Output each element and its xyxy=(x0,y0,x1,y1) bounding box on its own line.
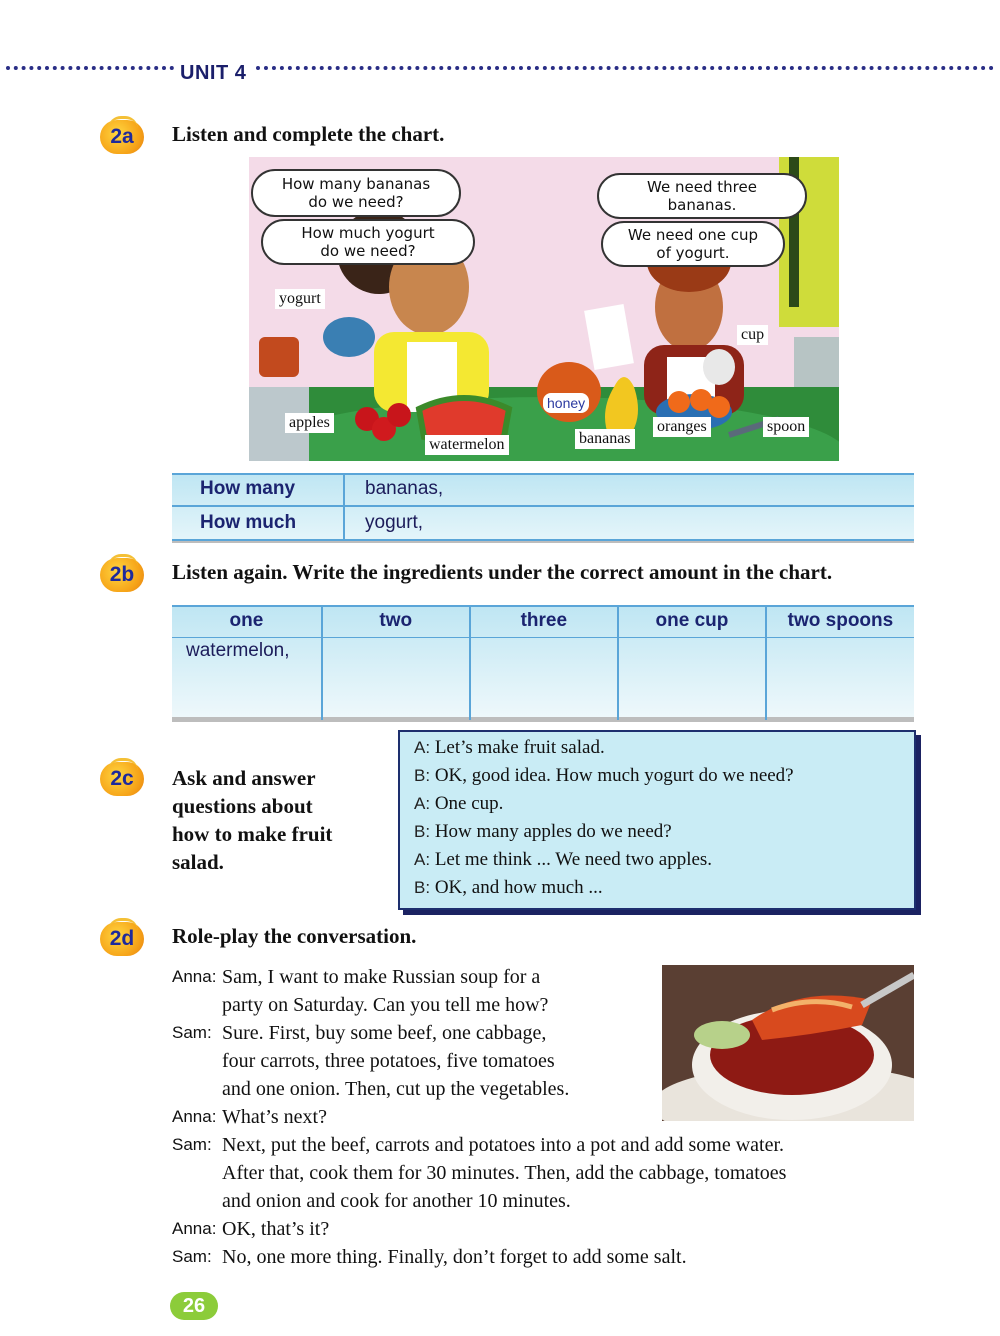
speech-bubble-1 xyxy=(251,169,461,217)
dialog-speaker: B: xyxy=(414,878,431,897)
chart-2b-cell-one[interactable]: watermelon, xyxy=(172,638,322,721)
dialog-text: OK, good idea. How much yogurt do we need? xyxy=(434,765,794,786)
dialog-line xyxy=(414,792,503,816)
unit-title: UNIT 4 xyxy=(180,62,247,84)
kitchen-illustration xyxy=(249,157,839,461)
chart-2b-row xyxy=(172,638,914,721)
dialog-line xyxy=(414,736,605,760)
dialog-box-2c xyxy=(398,730,916,910)
heading-2c xyxy=(172,764,332,876)
heading-2a: Listen and complete the chart. xyxy=(172,122,445,146)
speech-bubble-2 xyxy=(261,219,475,265)
conversation-line: and onion and cook for another 10 minutes. xyxy=(222,1190,571,1212)
conversation-speaker: Anna: xyxy=(172,1219,217,1238)
speech-bubble-4 xyxy=(601,221,785,267)
chart-2b-col-one: one xyxy=(172,605,322,638)
conversation-line: What’s next? xyxy=(222,1106,327,1128)
header-dotted-rule-left xyxy=(6,66,174,70)
chart-2a-row xyxy=(172,506,914,540)
dialog-speaker: B: xyxy=(414,766,431,785)
chart-2b-cell-one-cup[interactable] xyxy=(618,638,766,721)
dialog-text: OK, and how much ... xyxy=(434,877,603,898)
dialog-speaker: B: xyxy=(414,822,431,841)
chart-2a-cell-yogurt[interactable]: yogurt, xyxy=(344,506,914,540)
dialog-line xyxy=(414,876,603,900)
badge-2d: 2d xyxy=(100,922,144,956)
conversation-line: Sam, I want to make Russian soup for a xyxy=(222,966,541,988)
chart-2b-header-row xyxy=(172,605,914,638)
conversation-speaker: Sam: xyxy=(172,1023,212,1042)
heading-2b: Listen again. Write the ingredients under the correct amount in the chart. xyxy=(172,560,833,584)
dialog-text: How many apples do we need? xyxy=(434,821,672,842)
badge-2c: 2c xyxy=(100,762,144,796)
chart-2a-head-how-much: How much xyxy=(172,506,344,540)
conversation-line: Sure. First, buy some beef, one cabbage, xyxy=(222,1022,547,1044)
dialog-text: One cup. xyxy=(434,793,504,814)
label-apples: apples xyxy=(285,413,334,433)
header-dotted-rule-right xyxy=(256,66,994,70)
heading-2d: Role-play the conversation. xyxy=(172,924,417,948)
chart-2a xyxy=(172,473,914,541)
dialog-line xyxy=(414,764,794,788)
soup-photo xyxy=(662,965,914,1121)
conversation-line: After that, cook them for 30 minutes. Then, add the cabbage, tomatoes xyxy=(222,1162,787,1184)
chart-2a-head-how-many: How many xyxy=(172,473,344,506)
label-spoon: spoon xyxy=(763,417,809,437)
label-honey: honey xyxy=(543,393,589,413)
chart-2b xyxy=(172,605,914,720)
chart-2b-col-one-cup: one cup xyxy=(618,605,766,638)
bubble-2-line-1: How much yogurt xyxy=(301,224,435,242)
conversation-line: and one onion. Then, cut up the vegetables. xyxy=(222,1078,570,1100)
label-yogurt: yogurt xyxy=(275,289,325,309)
conversation-line: Next, put the beef, carrots and potatoes into a pot and add some water. xyxy=(222,1134,785,1156)
bubble-2-line-2: do we need? xyxy=(320,242,416,260)
badge-2b: 2b xyxy=(100,558,144,592)
conversation-speaker: Sam: xyxy=(172,1247,212,1266)
conversation-line: four carrots, three potatoes, five tomatoes xyxy=(222,1050,555,1072)
conversation-speaker: Sam: xyxy=(172,1135,212,1154)
page-number: 26 xyxy=(170,1292,218,1320)
borscht-soup-image xyxy=(662,965,914,1121)
badge-2a: 2a xyxy=(100,120,144,154)
bubble-1-line-2: do we need? xyxy=(308,193,404,211)
dialog-speaker: A: xyxy=(414,794,431,813)
label-cup: cup xyxy=(737,325,768,345)
chart-2b-col-three: three xyxy=(470,605,618,638)
conversation-line: No, one more thing. Finally, don’t forget to add some salt. xyxy=(222,1246,687,1268)
chart-2a-row xyxy=(172,473,914,506)
heading-2c-line: how to make fruit xyxy=(172,822,333,846)
chart-2b-cell-two-spoons[interactable] xyxy=(766,638,914,721)
conversation-speaker: Anna: xyxy=(172,1107,217,1126)
dialog-text: Let me think ... We need two apples. xyxy=(434,849,713,870)
chart-2b-col-two-spoons: two spoons xyxy=(766,605,914,638)
chart-2b-cell-three[interactable] xyxy=(470,638,618,721)
conversation-speaker: Anna: xyxy=(172,967,217,986)
bubble-1-line-1: How many bananas xyxy=(281,175,431,193)
speech-bubble-3 xyxy=(597,173,807,219)
bubble-4-line-1: We need one cup xyxy=(627,226,759,244)
dialog-line xyxy=(414,848,712,872)
dialog-text: Let’s make fruit salad. xyxy=(434,737,605,758)
dialog-line xyxy=(414,820,672,844)
heading-2c-line: salad. xyxy=(172,850,224,874)
conversation-line: OK, that’s it? xyxy=(222,1218,330,1240)
bubble-3-line-1: We need three xyxy=(647,178,757,196)
label-oranges: oranges xyxy=(653,417,711,437)
conversation-line: party on Saturday. Can you tell me how? xyxy=(222,994,549,1016)
dialog-speaker: A: xyxy=(414,738,431,757)
heading-2c-line: Ask and answer xyxy=(172,766,316,790)
label-watermelon: watermelon xyxy=(425,435,509,455)
dialog-speaker: A: xyxy=(414,850,431,869)
heading-2c-line: questions about xyxy=(172,794,313,818)
chart-2b-col-two: two xyxy=(322,605,470,638)
bubble-3-line-2: bananas. xyxy=(667,196,737,214)
chart-2b-cell-two[interactable] xyxy=(322,638,470,721)
label-bananas: bananas xyxy=(575,429,635,449)
chart-2a-cell-bananas[interactable]: bananas, xyxy=(344,473,914,506)
bubble-4-line-2: of yogurt. xyxy=(656,244,730,262)
